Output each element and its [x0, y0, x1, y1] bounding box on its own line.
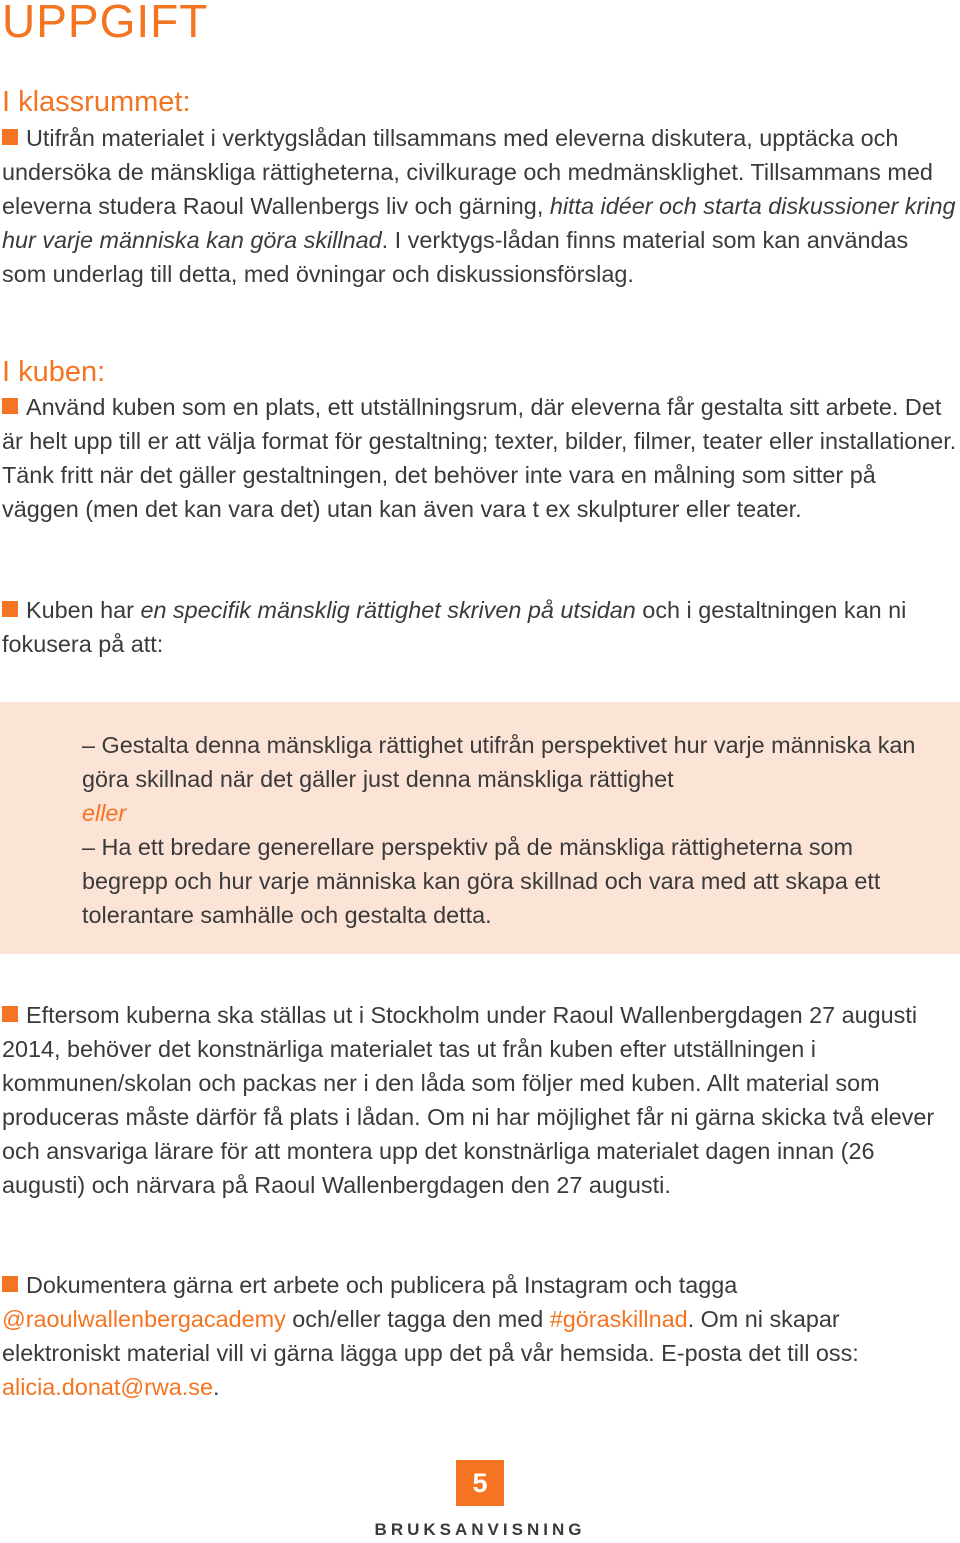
footer-label: BRUKSANVISNING [374, 1520, 586, 1539]
cube-paragraph: Använd kuben som en plats, ett utställningsrum, där eleverna får gestalta sitt arbete. Det är helt upp till er att välja format för gestaltning; texter, bilder, filmer, teater eller installationer. Tänk fritt när det gäller gestaltningen, det behöver inte vara en målning som sitter på väggen (men det kan vara det) utan kan även vara t ex skulpturer eller teater. [2, 394, 957, 522]
classroom-paragraph: Utifrån materialet i verktygslådan tillsammans med eleverna diskutera, upptäcka och undersöka de mänskliga rättigheterna, civilkurage och medmänsklighet. Tillsammans med eleverna studera Raoul Wallenbergs liv och gärning, hitta idéer och starta diskussioner kring hur varje människa kan göra skillnad. I verktygs-lådan finns material som kan användas som underlag till detta, med övningar och diskussionsförslag. [2, 125, 956, 287]
square-bullet-icon [2, 601, 18, 617]
hashtag-link[interactable]: #göraskillnad [549, 1306, 688, 1332]
page-number: 5 [456, 1460, 504, 1506]
square-bullet-icon [2, 129, 18, 145]
option-separator: eller [82, 800, 127, 826]
email-link[interactable]: alicia.donat@rwa.se [2, 1374, 213, 1400]
square-bullet-icon [2, 1276, 18, 1292]
focus-emphasis: en specifik mänsklig rättighet skriven på utsidan [140, 597, 636, 623]
option-2: – Ha ett bredare generellare perspektiv på de mänskliga rättigheterna som begrepp och hur varje människa kan göra skillnad och vara med att skapa ett tolerantare samhälle och gestalta detta. [82, 834, 881, 928]
cube-heading: I kuben: [2, 356, 106, 388]
option-1: – Gestalta denna mänskliga rättighet utifrån perspektivet hur varje människa kan göra skillnad när det gäller just denna mänskliga rättighet [82, 732, 916, 792]
instagram-handle-link[interactable]: @raoulwallenbergacademy [2, 1306, 286, 1332]
options-box-text [82, 728, 932, 932]
classroom-heading: I klassrummet: [2, 86, 191, 118]
exhibition-paragraph: Eftersom kuberna ska ställas ut i Stockholm under Raoul Wallenbergdagen 27 augusti 2014, behöver det konstnärliga materialet tas ut från kuben efter utställningen i kommunen/skolan och packas ner i den låda som följer med kuben. Allt material som produceras måste därför få plats i lådan. Om ni har möjlighet får ni gärna skicka två elever och ansvariga lärare för att montera upp det konstnärliga materialet dagen innan (26 augusti) och närvara på Raoul Wallenbergdagen den 27 augusti. [2, 1002, 935, 1198]
focus-paragraph: Kuben har en specifik mänsklig rättighet skriven på utsidan och i gestaltningen kan ni fokusera på att: [2, 597, 907, 657]
square-bullet-icon [2, 398, 18, 414]
square-bullet-icon [2, 1006, 18, 1022]
classroom-emphasis: hitta idéer och starta diskussioner kring hur varje människa kan göra skillnad [2, 193, 956, 253]
page-title: UPPGIFT [2, 0, 209, 47]
documentation-paragraph: Dokumentera gärna ert arbete och publicera på Instagram och tagga @raoulwallenbergacademy och/eller tagga den med #göraskillnad. Om ni skapar elektroniskt material vill vi gärna lägga upp det på vår hemsida. E-posta det till oss: alicia.donat@rwa.se. [2, 1272, 859, 1400]
